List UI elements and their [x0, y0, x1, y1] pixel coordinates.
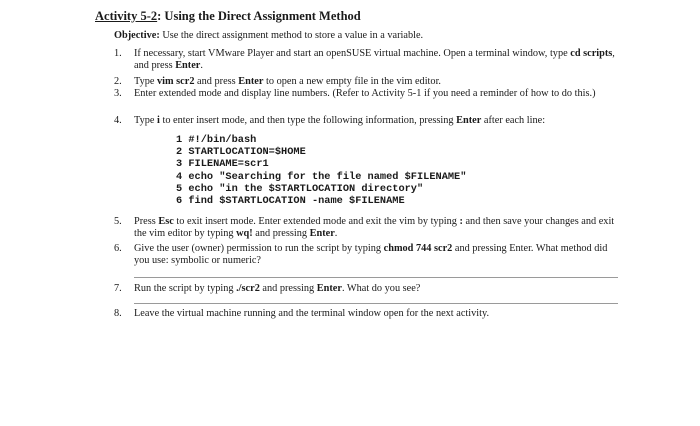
objective-label: Objective: [114, 30, 160, 41]
step-text: Run the script by typing ./scr2 and pressing Enter. What do you see? [134, 283, 421, 294]
code-line: 4 echo "Searching for the file named $FILENAME" [176, 170, 467, 183]
code-line: 3 FILENAME=scr1 [176, 158, 269, 171]
code-line: 6 find $STARTLOCATION -name $FILENAME [176, 195, 405, 208]
step-number: 5. [114, 216, 122, 227]
step-text: Type vim scr2 and press Enter to open a new empty file in the vim editor. [134, 76, 442, 87]
step-text: Press Esc to exit insert mode. Enter extended mode and exit the vim by typing : and then save your changes and exit the vim editor by typing wq! and pressing Enter. [134, 216, 615, 239]
activity-title [95, 9, 361, 24]
step-number: 2. [114, 76, 122, 87]
step-text: Give the user (owner) permission to run the script by typing chmod 744 scr2 and pressing Enter. What method did you use: symbolic or numeric? [134, 243, 608, 266]
code-line: 5 echo "in the $STARTLOCATION directory" [176, 182, 424, 195]
step-number: 8. [114, 308, 122, 319]
code-block [176, 134, 466, 207]
activity-number: Activity 5-2 [95, 9, 158, 23]
objective [114, 30, 423, 42]
activity-heading: : Using the Direct Assignment Method [157, 9, 361, 23]
step-number: 6. [114, 243, 122, 254]
answer-line-7[interactable] [134, 303, 618, 304]
answer-line-6[interactable] [134, 277, 618, 278]
step-text: Type i to enter insert mode, and then type the following information, pressing Enter after each line: [134, 115, 546, 126]
step-text: Enter extended mode and display line numbers. (Refer to Activity 5-1 if you need a reminder of how to do this.) [134, 88, 596, 99]
step-number: 4. [114, 115, 122, 126]
code-line: 1 #!/bin/bash [176, 134, 257, 146]
code-line: 2 STARTLOCATION=$HOME [176, 146, 306, 159]
objective-text: Use the direct assignment method to store a value in a variable. [159, 30, 424, 41]
step-number: 3. [114, 88, 122, 99]
step-number: 7. [114, 283, 122, 294]
step-number: 1. [114, 48, 122, 59]
step-text: Leave the virtual machine running and the terminal window open for the next activity. [134, 308, 490, 319]
step-text: If necessary, start VMware Player and start an openSUSE virtual machine. Open a terminal window, type cd scripts, and press Enter. [134, 48, 615, 71]
